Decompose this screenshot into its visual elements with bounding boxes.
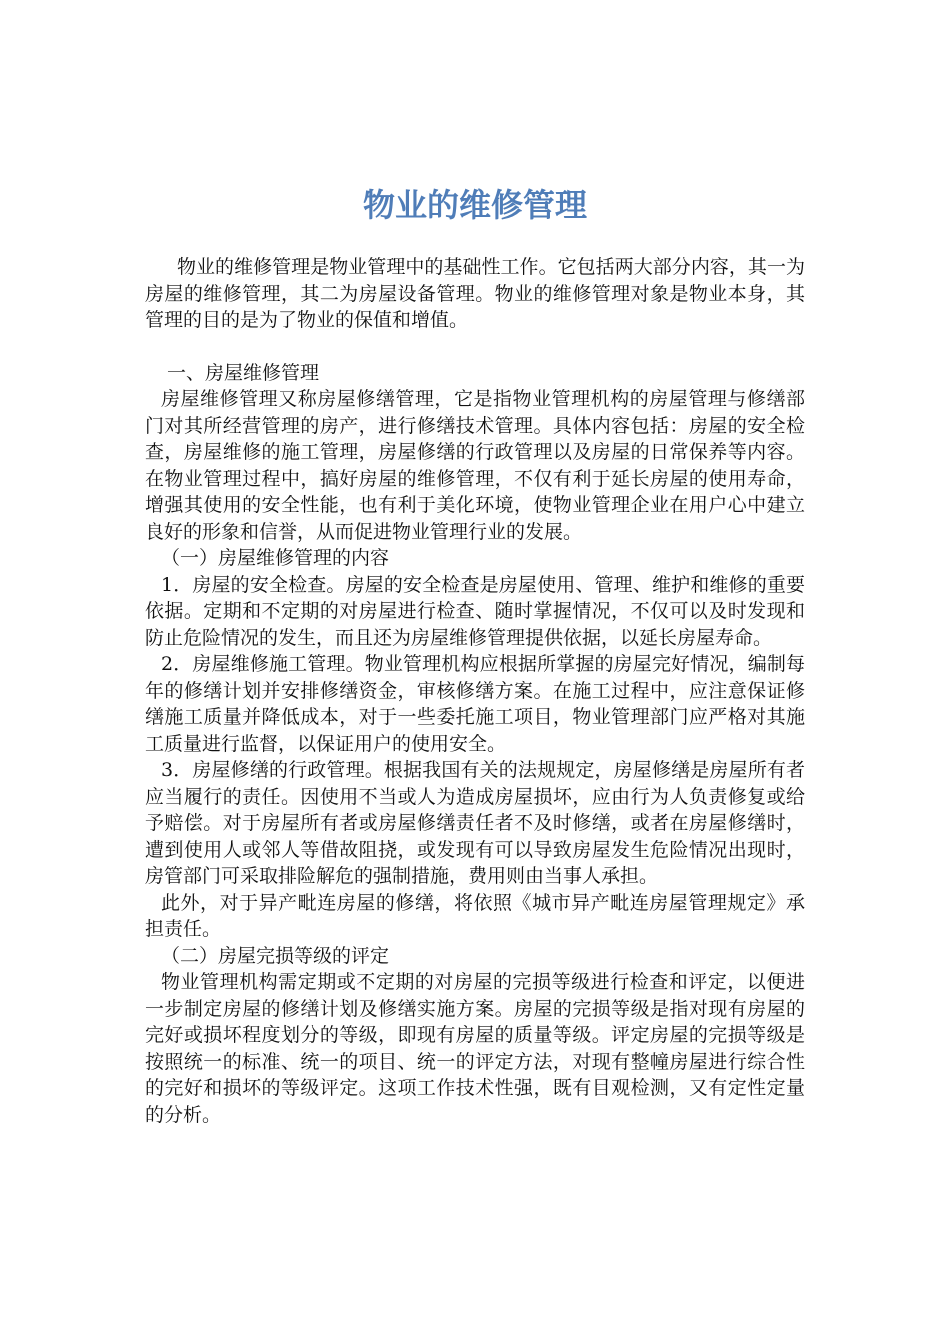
body-paragraph: 物业管理机构需定期或不定期的对房屋的完损等级进行检查和评定，以便进一步制定房屋的修缮计划及修缮实施方案。房屋的完损等级是指对现有房屋的完好或损坏程度划分的等级，即现有房屋的质量等级。评定房屋的完损等级是按照统一的标准、统一的项目、统一的评定方法，对现有整幢房屋进行综合性的完好和损坏的等级评定。这项工作技术性强，既有目观检测，又有定性定量的分析。 [145,971,805,1126]
subsection-heading-contents: （一）房屋维修管理的内容 [161,547,390,569]
document-body [145,254,805,1128]
list-item-administrative-management: 3．房屋修缮的行政管理。根据我国有关的法规规定，房屋修缮是房屋所有者应当履行的责任。因使用不当或人为造成房屋损坏，应由行为人负责修复或给予赔偿。对于房屋所有者或房屋修缮责任者不及时修缮，或者在房屋修缮时，遭到使用人或邻人等借故阻挠，或发现有可以导致房屋发生危险情况出现时，房管部门可采取排险解危的强制措施，费用则由当事人承担。 [145,759,805,887]
intro-paragraph: 物业的维修管理是物业管理中的基础性工作。它包括两大部分内容，其一为房屋的维修管理，其二为房屋设备管理。物业的维修管理对象是物业本身，其管理的目的是为了物业的保值和增值。 [145,256,805,331]
subsection-heading-grade-evaluation: （二）房屋完损等级的评定 [161,944,390,967]
body-paragraph: 房屋维修管理又称房屋修缮管理，它是指物业管理机构的房屋管理与修缮部门对其所经营管理的房产，进行修缮技术管理。具体内容包括：房屋的安全检查，房屋维修的施工管理，房屋修缮的行政管理以及房屋的日常保养等内容。在物业管理过程中，搞好房屋的维修管理，不仅有利于延长房屋的使用寿命，增强其使用的安全性能，也有利于美化环境，使物业管理企业在用户心中建立良好的形象和信誉，从而促进物业管理行业的发展。 [145,388,805,543]
body-paragraph: 此外，对于异产毗连房屋的修缮，将依照《城市异产毗连房屋管理规定》承担责任。 [145,891,805,940]
section-heading-house-maintenance: 一、房屋维修管理 [167,361,320,384]
paragraph-spacer [145,334,805,360]
page-title: 物业的维修管理 [362,186,587,224]
list-item-construction-management: 2．房屋维修施工管理。物业管理机构应根据所掌握的房屋完好情况，编制每年的修缮计划并安排修缮资金，审核修缮方案。在施工过程中，应注意保证修缮施工质量并降低成本，对于一些委托施工项目，物业管理部门应严格对其施工质量进行监督，以保证用户的使用安全。 [145,653,805,755]
list-item-safety-inspection: 1．房屋的安全检查。房屋的安全检查是房屋使用、管理、维护和维修的重要依据。定期和不定期的对房屋进行检查、随时掌握情况，不仅可以及时发现和防止危险情况的发生，而且还为房屋维修管理提供依据，以延长房屋寿命。 [145,573,805,649]
